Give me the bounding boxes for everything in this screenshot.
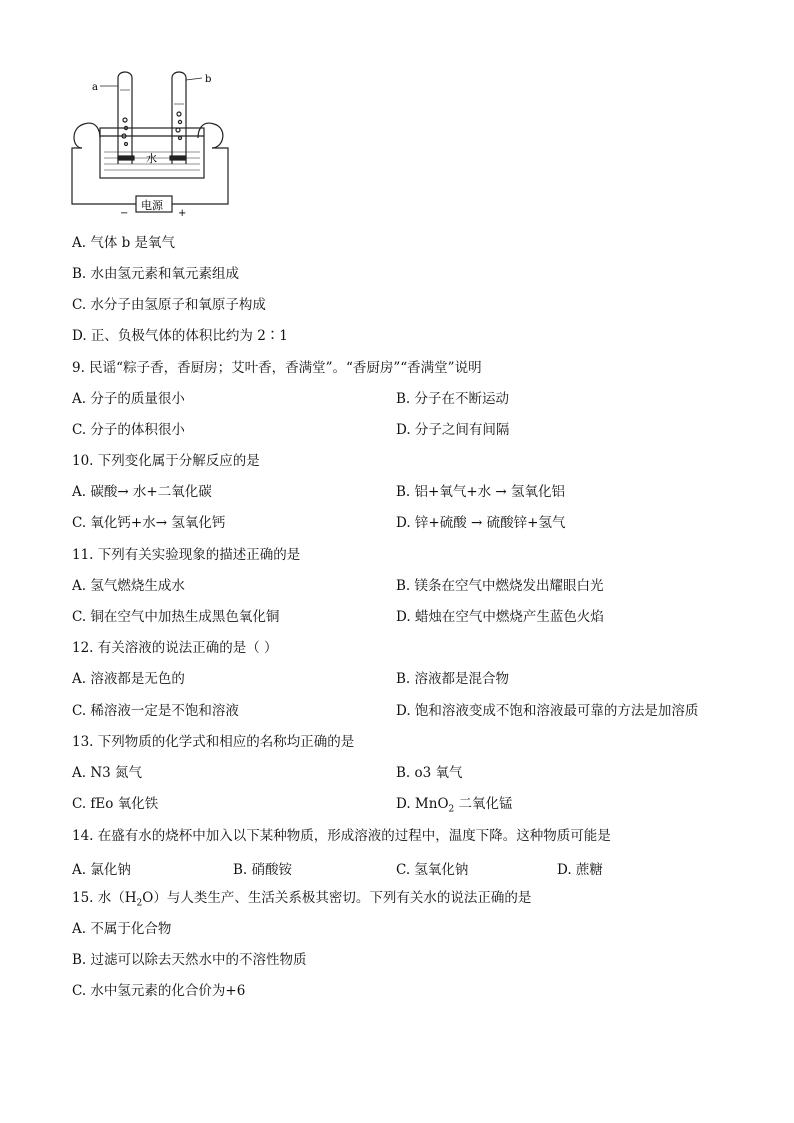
q11-option-a: A. 氢气燃烧生成水 — [72, 578, 185, 594]
q14-stem: 14. 在盛有水的烧杯中加入以下某种物质，形成溶液的过程中，温度下降。这种物质可能是 — [72, 828, 611, 844]
q13-option-d-prefix: D. MnO — [396, 796, 449, 812]
q8-option-b: B. 水由氢元素和氧元素组成 — [72, 266, 240, 282]
power-supply-label: 电源 — [141, 199, 163, 212]
tube-b-label: b — [205, 74, 212, 85]
q15-stem-prefix: 15. 水（H — [72, 890, 137, 906]
q15-option-a: A. 不属于化合物 — [72, 921, 172, 937]
q13-stem: 13. 下列物质的化学式和相应的名称均正确的是 — [72, 734, 355, 750]
negative-terminal-label: − — [120, 208, 129, 218]
q12-option-b: B. 溶液都是混合物 — [396, 671, 510, 687]
q10-option-c: C. 氧化钙+水→ 氢氧化钙 — [72, 515, 226, 531]
q13-option-d-subscript: 2 — [448, 804, 455, 815]
q15-stem-suffix: O）与人类生产、生活关系极其密切。下列有关水的说法正确的是 — [142, 890, 532, 906]
q10-option-a: A. 碳酸→ 水+二氧化碳 — [72, 484, 212, 500]
q11-option-b: B. 镁条在空气中燃烧发出耀眼白光 — [396, 578, 604, 594]
q15-stem-subscript: 2 — [136, 898, 143, 909]
q11-option-d: D. 蜡烛在空气中燃烧产生蓝色火焰 — [396, 609, 604, 625]
q15-option-b: B. 过滤可以除去天然水中的不溶性物质 — [72, 952, 307, 968]
q10-option-b: B. 铝+氧气+水 → 氢氧化铝 — [396, 484, 566, 500]
q8-option-a: A. 气体 b 是氧气 — [72, 235, 176, 251]
q11-option-c: C. 铜在空气中加热生成黑色氧化铜 — [72, 609, 280, 625]
water-label: 水 — [146, 152, 157, 165]
q9-option-a: A. 分子的质量很小 — [72, 391, 185, 407]
q14-option-b: B. 硝酸铵 — [233, 862, 293, 878]
tube-a-label: a — [92, 82, 98, 93]
q8-option-d: D. 正、负极气体的体积比约为 2∶1 — [72, 328, 288, 344]
q9-option-b: B. 分子在不断运动 — [396, 391, 510, 407]
q13-option-b: B. o3 氧气 — [396, 765, 463, 781]
q14-option-c: C. 氢氧化钠 — [396, 862, 469, 878]
q9-option-c: C. 分子的体积很小 — [72, 422, 185, 438]
q14-option-a: A. 氯化钠 — [72, 862, 131, 878]
q10-stem: 10. 下列变化属于分解反应的是 — [72, 453, 260, 469]
q15-stem — [72, 889, 531, 913]
q14-option-d: D. 蔗糖 — [557, 862, 603, 878]
q13-option-d-suffix: 二氧化锰 — [454, 796, 513, 812]
q12-option-d: D. 饱和溶液变成不饱和溶液最可靠的方法是加溶质 — [396, 703, 699, 719]
positive-terminal-label: + — [178, 208, 187, 218]
q9-stem: 9. 民谣“粽子香，香厨房；艾叶香，香满堂”。“香厨房”“香满堂”说明 — [72, 360, 482, 376]
q12-option-a: A. 溶液都是无色的 — [72, 671, 185, 687]
q13-option-d — [396, 795, 513, 819]
electrolysis-apparatus-figure — [62, 68, 242, 218]
q11-stem: 11. 下列有关实验现象的描述正确的是 — [72, 547, 301, 563]
q9-option-d: D. 分子之间有间隔 — [396, 422, 510, 438]
q12-option-c: C. 稀溶液一定是不饱和溶液 — [72, 703, 239, 719]
q13-option-a: A. N3 氮气 — [72, 765, 143, 781]
q13-option-c: C. fEo 氧化铁 — [72, 796, 159, 812]
q10-option-d: D. 锌+硫酸 → 硫酸锌+氢气 — [396, 515, 566, 531]
q15-option-c: C. 水中氢元素的化合价为+6 — [72, 983, 246, 999]
q8-option-c: C. 水分子由氢原子和氧原子构成 — [72, 297, 266, 313]
q12-stem: 12. 有关溶液的说法正确的是（ ） — [72, 640, 278, 656]
